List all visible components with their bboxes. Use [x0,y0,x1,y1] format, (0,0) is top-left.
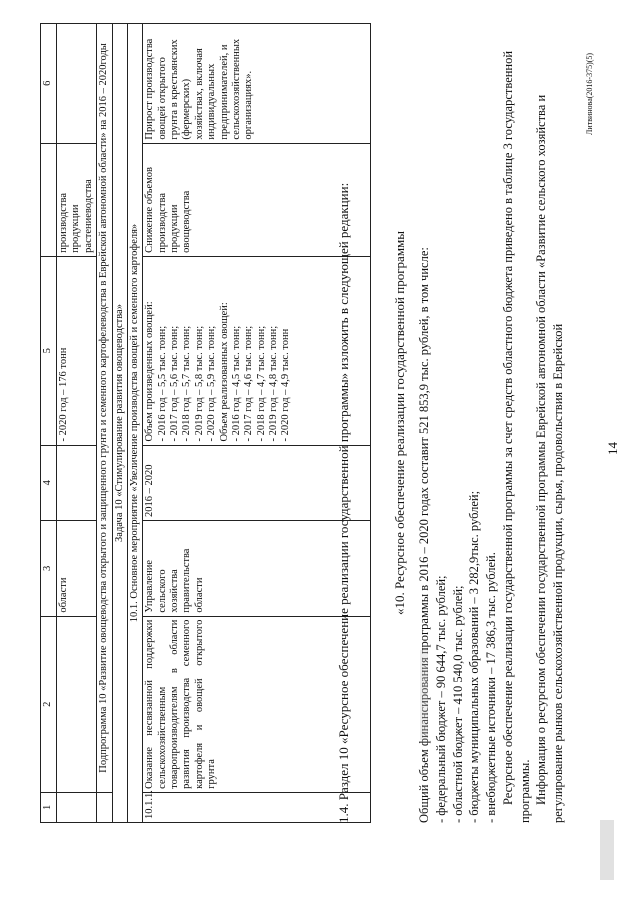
item-relation: Прирост производства овощей открытого грунта в крестьянских (фермерских) хозяйствах, включая индивидуальных предпринимателей, и сельскохозяйственных организациях». [143,24,371,144]
continued-row [57,24,97,823]
item-description: Оказание несвязанной поддержки сельскохозяйственным товаропроизводителям в области развития производства семенного картофеля и овощей открытого грунта [143,616,371,792]
indicator-line: - 2016 год – 4,5 тыс. тонн; [230,325,242,442]
indicator-line: - 2019 год – 4,8 тыс. тонн; [268,325,279,442]
program-table [40,23,371,823]
col-num-1: 1 [41,792,57,822]
col-num-3: 3 [41,521,57,617]
col-num-4: 4 [41,445,57,520]
funding-line: - внебюджетные источники – 17 386,3 тыс. рублей. [484,552,498,823]
indicator-line: - 2017 год – 5,6 тыс. тонн; [169,325,180,442]
task-row [112,24,127,823]
indicator-line: - 2019 год – 5,8 тыс. тонн; [193,325,205,442]
continued-indicator: - 2020 год – 176 тонн [57,256,97,445]
page-number: 14 [605,442,620,455]
indicator-line: - 2020 год – 5,9 тыс. тонн; [206,325,218,442]
continued-executor: области [57,521,97,617]
item-number: 10.1.1. [143,792,371,822]
task-title: Задача 10 «Стимулирование развития овощеводства» [112,24,127,823]
column-number-row [41,24,57,823]
scan-artifact [420,650,428,740]
col-num-6: 6 [41,24,57,144]
indicator-line: - 2018 год – 4,7 тыс. тонн; [255,325,267,442]
col-num-2: 2 [41,616,57,792]
funding-paragraph: Ресурсное обеспечение реализации государственной программы за счет средств областного бюджета приведено в таблице 3 государственной программы. [500,50,532,823]
col-num-5: 5 [41,256,57,445]
item-period: 2016 – 2020 [143,445,371,520]
funding-line: - областной бюджет – 410 540,0 тыс. рублей; [450,585,465,823]
item-executor: Управление сельского хозяйства правительства области [143,521,371,617]
section-heading: «10. Ресурсное обеспечение реализации государственной программы [392,230,407,616]
funding-paragraph: Информация о ресурсном обеспечении государственной программы Еврейской автономной области «Развитие сельского хозяйства и регулирование рынков сельскохозяйственной продукции, сырья, продовольствия в Еврейской [534,94,565,823]
indicators-head: Объем произведенных овощей: [144,301,156,442]
col-num-5b [41,143,57,256]
funding-block [416,23,567,823]
indicator-line: - 2017 год – 4,6 тыс. тонн; [243,325,255,442]
subprogram-title: Подпрограмма 10 «Развитие овощеводства открытого и защищенного грунта и семенного картофелеводства в Еврейской автономной области» на 2016 – 2020годы [97,24,112,793]
measure-title: 10.1. Основное мероприятие «Увеличение производства овощей и семенного картофеля» [127,24,142,823]
indicator-line: - 2016 год – 5,5 тыс. тонн; [156,325,168,442]
measure-row [127,24,142,823]
indicators-head-2: Объем реализованных овощей: [218,302,230,442]
item-consequence: Снижение объемов производства продукции овощеводства [143,143,371,256]
section-intro: 1.4. Раздел 10 «Ресурсное обеспечение реализации государственной программы» изложить в следующей редакции: [336,182,351,823]
scan-artifact [600,820,614,880]
funding-total: Общий объем финансирования программы в 2016 – 2020 годах составит 521 853,9 тыс. рублей, в том числе: [417,247,431,823]
subprogram-row [97,24,112,823]
funding-line: - бюджеты муниципальных образований – 3 282,9тыс. рублей; [467,490,482,823]
continued-consequence: производства продукции растениеводства [57,143,97,256]
indicator-line: - 2020 год – 4,9 тыс. тонн [280,328,292,442]
funding-line: - федеральный бюджет – 90 644,7 тыс. рублей; [433,575,448,823]
indicator-line: - 2018 год – 5,7 тыс. тонн; [181,325,193,442]
footer-id: Литвинова(2016-375)(5) [585,52,594,135]
